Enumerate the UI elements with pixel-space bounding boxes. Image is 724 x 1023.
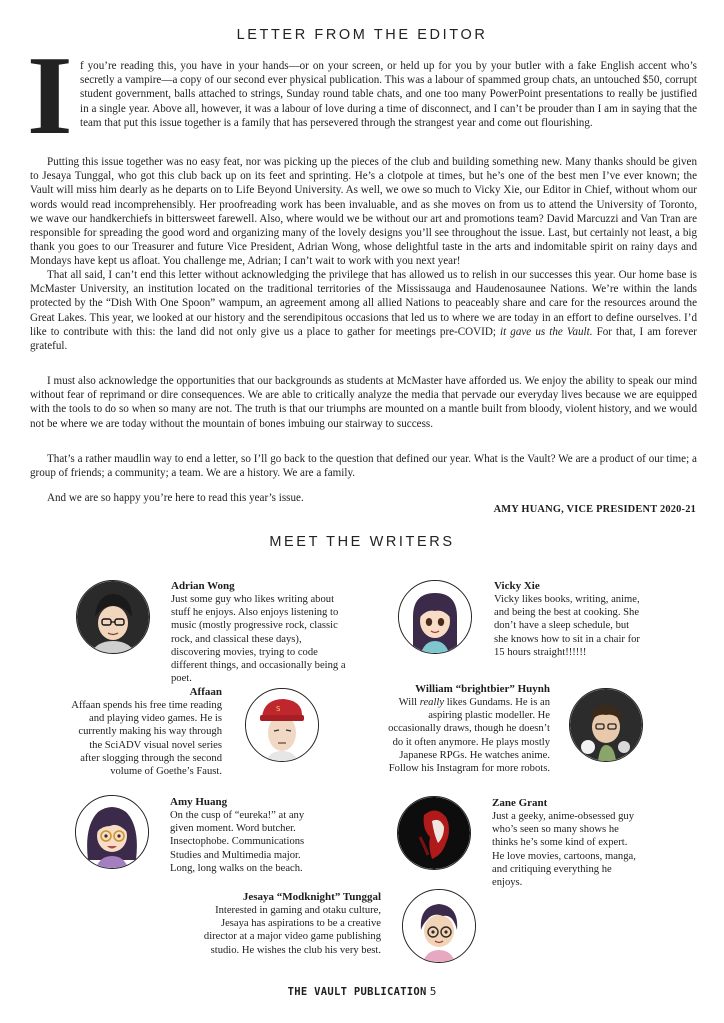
signature: AMY HUANG, VICE PRESIDENT 2020-21 bbox=[493, 504, 696, 515]
letter-paragraph-6: And we are so happy you’re here to read this year’s issue. bbox=[47, 492, 304, 504]
writer-name-zane: Zane Grant bbox=[492, 797, 548, 809]
drop-cap: I bbox=[26, 34, 73, 158]
writer-bio-william bbox=[376, 696, 550, 775]
adrian-portrait-icon bbox=[77, 581, 149, 653]
letter-paragraph-1: f you’re reading this, you have in your hands—or on your screen, or held up for you by your butler with a fake English accent who’s secretly a vampire—a copy of our second ever physical publication. This was a labour of spammed group chats, an untouched $50, corrupt student government, balls attached to strings, Sunday round table chats, and one too many PowerPoint presentations to really be justified in a single year. Above all, however, it was a labour of love during a time of disconnect, and I can’t be prouder than I am in saying that the team that put this issue together is a family that has persevered through the strangest year and come out flourishing. bbox=[80, 60, 697, 129]
william-bio-post: likes Gundams. He is an aspiring plastic modeller. He occasionally draws, though he doesn’t do it often anymore. He plays mostly Japanese RPGs. He watches anime. Follow his Instagram for more robots. bbox=[388, 697, 550, 775]
writer-bio-vicky: Vicky likes books, writing, anime, and being the best at cooking. She don’t have a sleep schedule, but she knows how to sit in a chair for 15 hours straight!!!!!! bbox=[494, 594, 640, 658]
writer-name-adrian: Adrian Wong bbox=[171, 580, 235, 592]
letter-paragraph-2: Putting this issue together was no easy feat, nor was picking up the pieces of the club and building something new. Many thanks should be given to Jesaya Tunggal, who got this club back up on its feet and sprinting. He’s a clotpole at times, but he’s one of the best men I’ve ever known; the Vault will miss him dearly as he departs on to Life Beyond University. As well, we owe so much to Vicky Xie, our Editor in Chief, without whom our words would read incomprehensibly. Her proofreading work has been invaluable, and as she moves on from us to attend the University of Toronto, we wave our handkerchiefs in bittersweet farewell. Also, where would we be without our art and promotions team? David Marcuzzi and Van Tran are responsible for spreading the good word and organizing many of the lovely designs you’ll see throughout the issue. Last, but certainly not least, a big thank you goes to our Treasurer and future Vice President, Adrian Wong, whose delightful taste in the arts and indomitable spirit on rainy days and Mondays have kept us afloat. You challenge me, Adrian; I can’t wait to work with you next year! bbox=[30, 156, 697, 268]
letter-paragraph-3 bbox=[30, 268, 697, 353]
william-portrait-icon bbox=[570, 689, 642, 761]
affaan-portrait-icon bbox=[246, 689, 318, 761]
letter-paragraph-4: I must also acknowledge the opportunities that our backgrounds as students at McMaster have afforded us. We enjoy the ability to speak our mind without fear of reprimand or dire consequences. We are able to critically analyze the media that pervade our everyday lives because we are equipped with the tools to do so when so many are not. The truth is that our triumphs are mounted on a mantle built from bloody, violent history, and we would not be where we are today without the mountain of bones imbuing our stairway to success. bbox=[30, 375, 697, 430]
writer-bio-zane: Just a geeky, anime-obsessed guy who’s seen so many shows he thinks he’s some kind of expert. He love movies, cartoons, manga, and critiquing everything he enjoys. bbox=[492, 811, 636, 889]
letter-title: LETTER FROM THE EDITOR bbox=[236, 27, 488, 43]
writer-bio-amy: On the cusp of “eureka!” at any given moment. Word butcher. Insectophobe. Communications Studies and Multimedia major. Long, long walks on the beach. bbox=[170, 810, 305, 874]
writer-name-vicky: Vicky Xie bbox=[494, 580, 540, 592]
jesaya-portrait-icon bbox=[403, 890, 475, 962]
avatar-amy bbox=[75, 795, 149, 869]
avatar-zane bbox=[397, 796, 471, 870]
letter-paragraph-5: That’s a rather maudlin way to end a letter, so I’ll go back to the question that defined our year. What is the Vault? We are a product of our time; a group of friends; a community; a team. We are a history. We are a family. bbox=[30, 453, 697, 480]
william-bio-pre: Will bbox=[398, 697, 420, 708]
writer-name-amy: Amy Huang bbox=[170, 796, 228, 808]
avatar-adrian bbox=[76, 580, 150, 654]
avatar-jesaya bbox=[402, 889, 476, 963]
avatar-vicky bbox=[398, 580, 472, 654]
writer-name-jesaya: Jesaya “Modknight” Tunggal bbox=[242, 891, 381, 903]
avatar-william bbox=[569, 688, 643, 762]
writer-bio-adrian: Just some guy who likes writing about stuff he enjoys. Also enjoys listening to music (mostly progressive rock, classic rock, and classical these days), discovering movies, trying to code different things, and occasionally being a poet. bbox=[171, 594, 346, 685]
william-bio-italic: really bbox=[419, 697, 445, 708]
svg-text:S: S bbox=[276, 705, 281, 713]
writer-bio-affaan: Affaan spends his free time reading and playing video games. He is currently making his way through the SciADV visual novel series after slogging through the second volume of Goethe’s Faust. bbox=[71, 700, 222, 778]
writers-title: MEET THE WRITERS bbox=[269, 534, 455, 550]
paragraph-3-italic: it gave us the Vault. bbox=[500, 325, 593, 338]
avatar-affaan bbox=[245, 688, 319, 762]
page-footer bbox=[0, 986, 724, 998]
amy-portrait-icon bbox=[76, 796, 148, 868]
writer-name-affaan: Affaan bbox=[189, 686, 222, 698]
writer-name-william: William “brightbier” Huynh bbox=[415, 683, 550, 695]
zane-portrait-icon bbox=[398, 797, 470, 869]
writer-bio-jesaya: Interested in gaming and otaku culture, Jesaya has aspirations to be a creative director at a major video game publishing studio. He wishes the club his very best. bbox=[203, 905, 381, 956]
paragraph-3-main: That all said, I can’t end this letter without acknowledging the privilege that has allowed us to relish in our successes this year. Our home base is McMaster University, an institution located on the traditional territories of the Mississauga and Haudenosaunee Nations. We’re within the lands protected by the “Dish With One Spoon” wampum, an agreement among all allied Nations to peaceably share and care for the resources around the Great Lakes. This year, we looked at our history and the serendipitous occasions that led us to where we are today in an effort to define ourselves. I’d like to contribute with this: the land did not only give us a place to gather for meetings pre-COVID; bbox=[30, 269, 697, 338]
publication-name: THE VAULT PUBLICATION bbox=[287, 986, 427, 998]
paragraph-3-end: For that, I am forever grateful. bbox=[30, 325, 697, 353]
page-number: 5 bbox=[429, 986, 437, 998]
vicky-portrait-icon bbox=[399, 581, 471, 653]
